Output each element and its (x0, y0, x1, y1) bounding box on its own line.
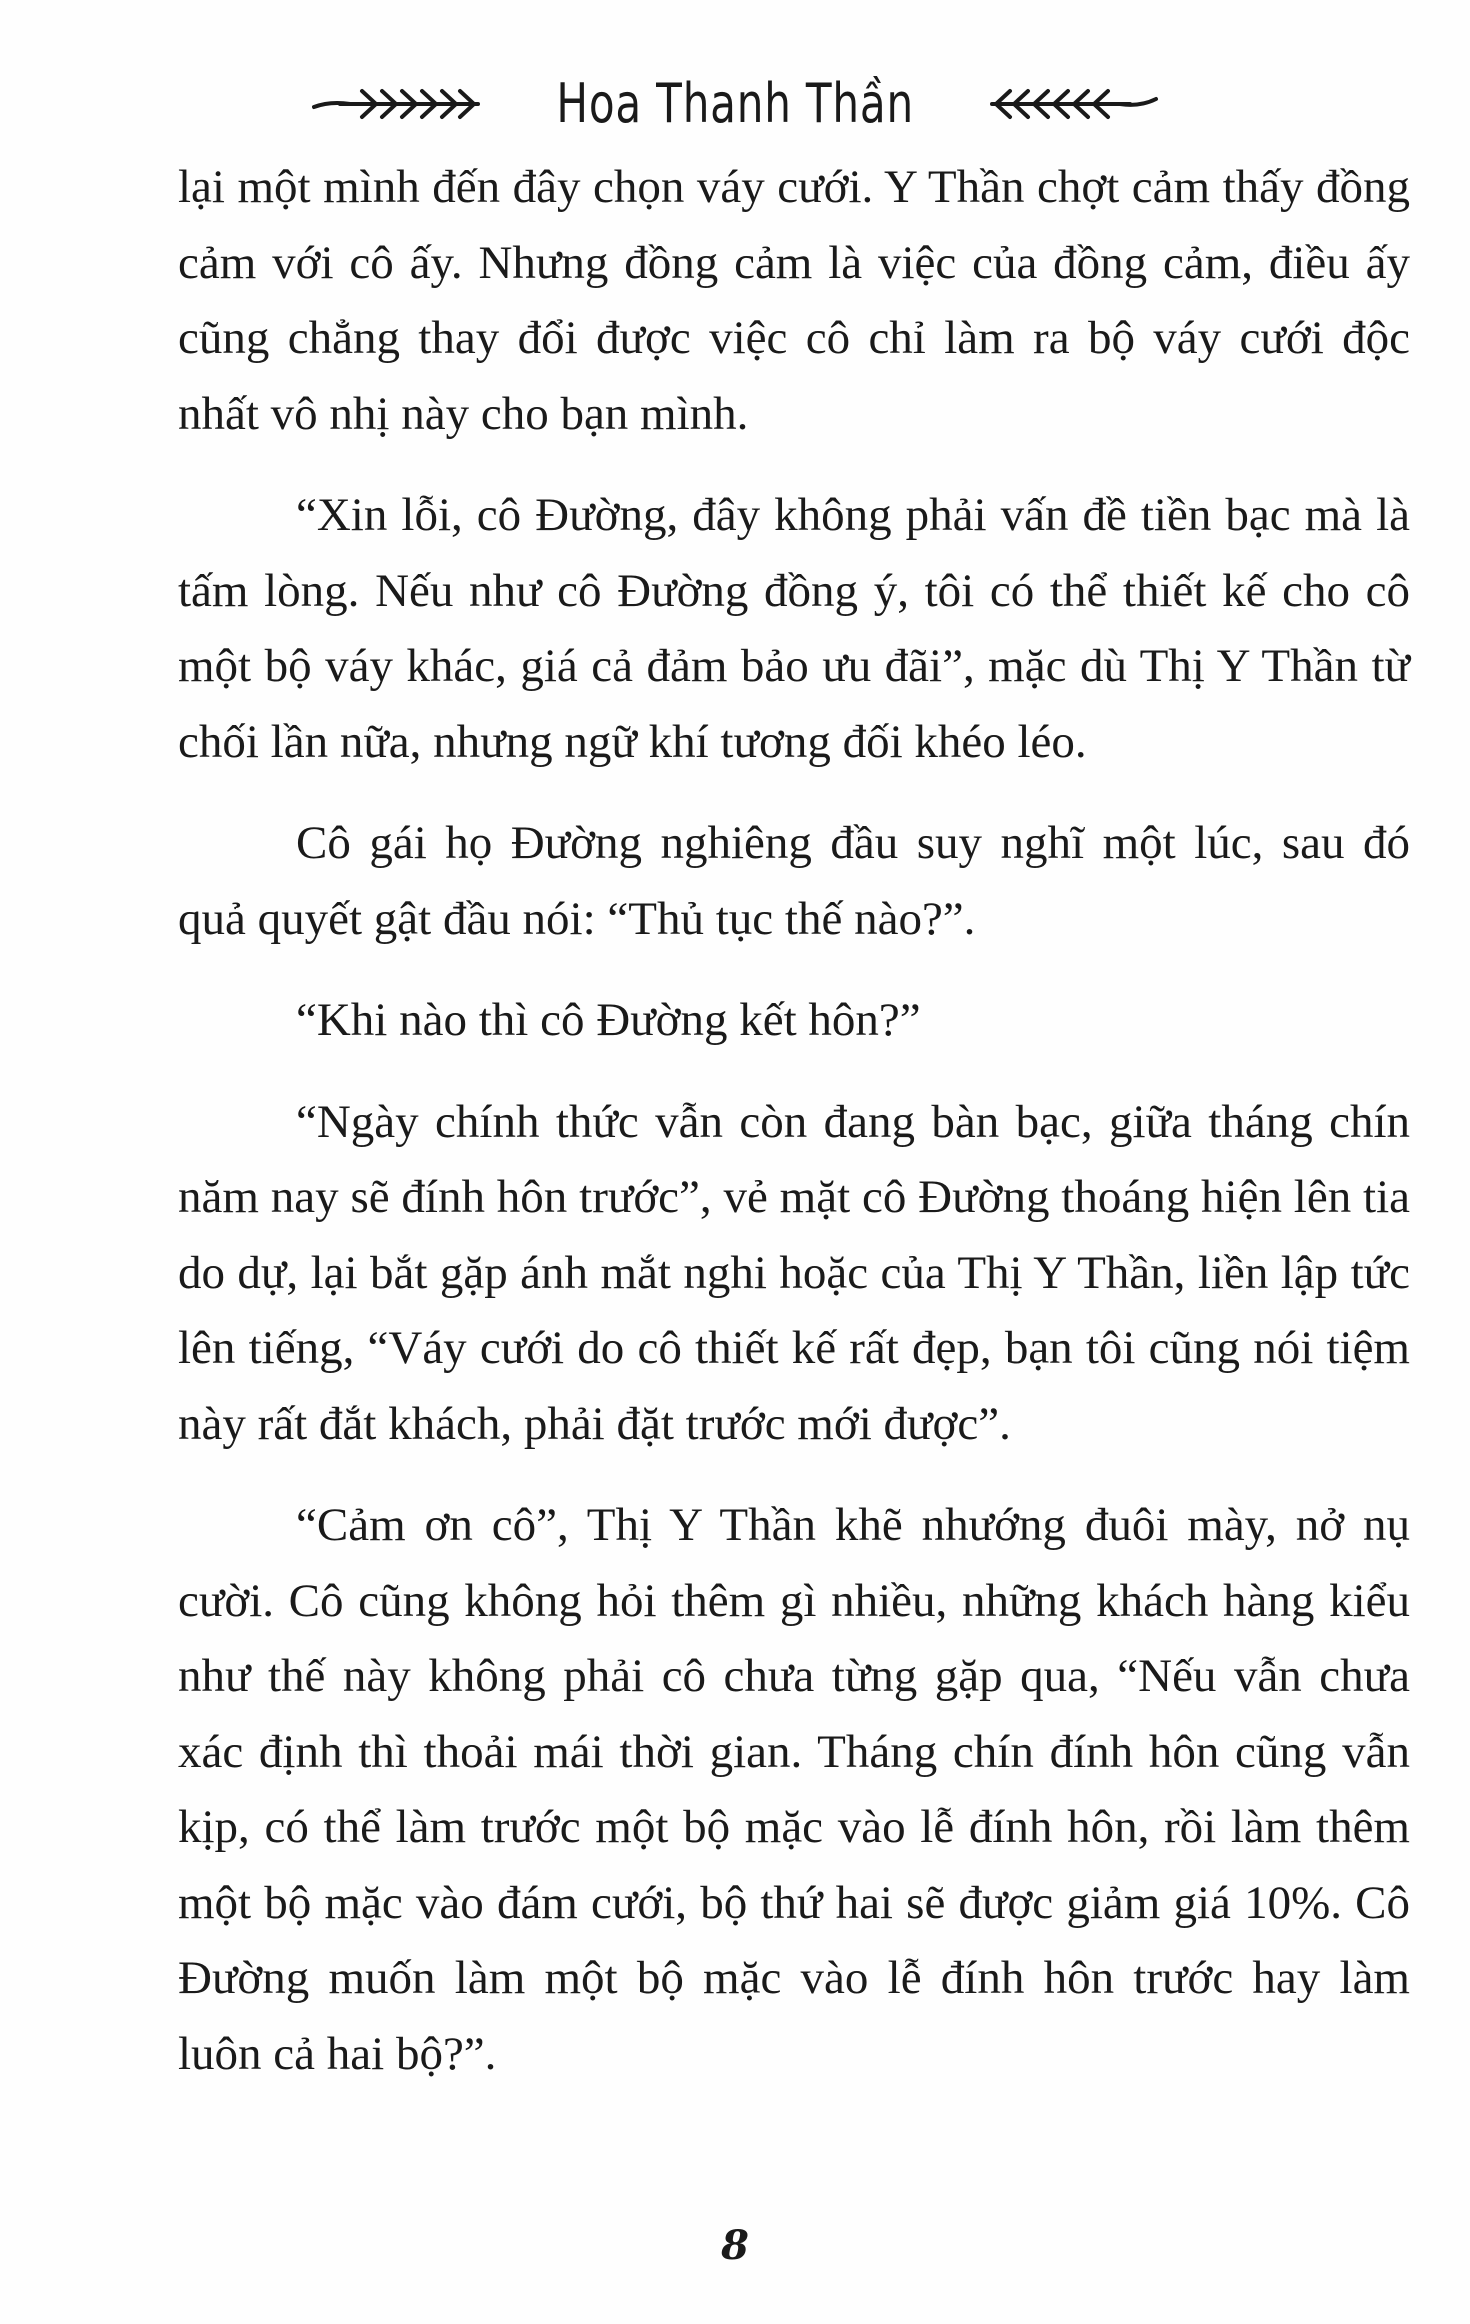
running-header (0, 58, 1470, 148)
page-number: 8 (721, 2222, 749, 2269)
right-arrow-ornament-icon (990, 83, 1160, 123)
paragraph: lại một mình đến đây chọn váy cưới. Y Thần chợt cảm thấy đồng cảm với cô ấy. Nhưng đồng cảm là việc của đồng cảm, điều ấy cũng chẳng thay đổi được việc cô chỉ làm ra bộ váy cưới độc nhất vô nhị này cho bạn mình. (178, 161, 1410, 440)
paragraph: Cô gái họ Đường nghiêng đầu suy nghĩ một lúc, sau đó quả quyết gật đầu nói: “Thủ tục thế nào?”. (178, 817, 1410, 945)
paragraph: “Xin lỗi, cô Đường, đây không phải vấn đề tiền bạc mà là tấm lòng. Nếu như cô Đường đồng ý, tôi có thể thiết kế cho cô một bộ váy khác, giá cả đảm bảo ưu đãi”, mặc dù Thị Y Thần từ chối lần nữa, nhưng ngữ khí tương đối khéo léo. (178, 489, 1410, 768)
paragraph: “Ngày chính thức vẫn còn đang bàn bạc, giữa tháng chín năm nay sẽ đính hôn trước”, vẻ mặt cô Đường thoáng hiện lên tia do dự, lại bắt gặp ánh mắt nghi hoặc của Thị Y Thần, liền lập tức lên tiếng, “Váy cưới do cô thiết kế rất đẹp, bạn tôi cũng nói tiệm này rất đắt khách, phải đặt trước mới được”. (178, 1095, 1410, 1450)
paragraph: “Khi nào thì cô Đường kết hôn?” (296, 994, 921, 1046)
running-title: Hoa Thanh Thần (556, 71, 914, 135)
left-arrow-ornament-icon (310, 83, 480, 123)
body-text (178, 150, 1410, 2118)
paragraph: “Cảm ơn cô”, Thị Y Thần khẽ nhướng đuôi mày, nở nụ cười. Cô cũng không hỏi thêm gì nhiều, những khách hàng kiểu như thế này không phải cô chưa từng gặp qua, “Nếu vẫn chưa xác định thì thoải mái thời gian. Tháng chín đính hôn cũng vẫn kịp, có thể làm trước một bộ mặc vào lễ đính hôn, rồi làm thêm một bộ mặc vào đám cưới, bộ thứ hai sẽ được giảm giá 10%. Cô Đường muốn làm một bộ mặc vào lễ đính hôn trước hay làm luôn cả hai bộ?”. (178, 1499, 1410, 2080)
